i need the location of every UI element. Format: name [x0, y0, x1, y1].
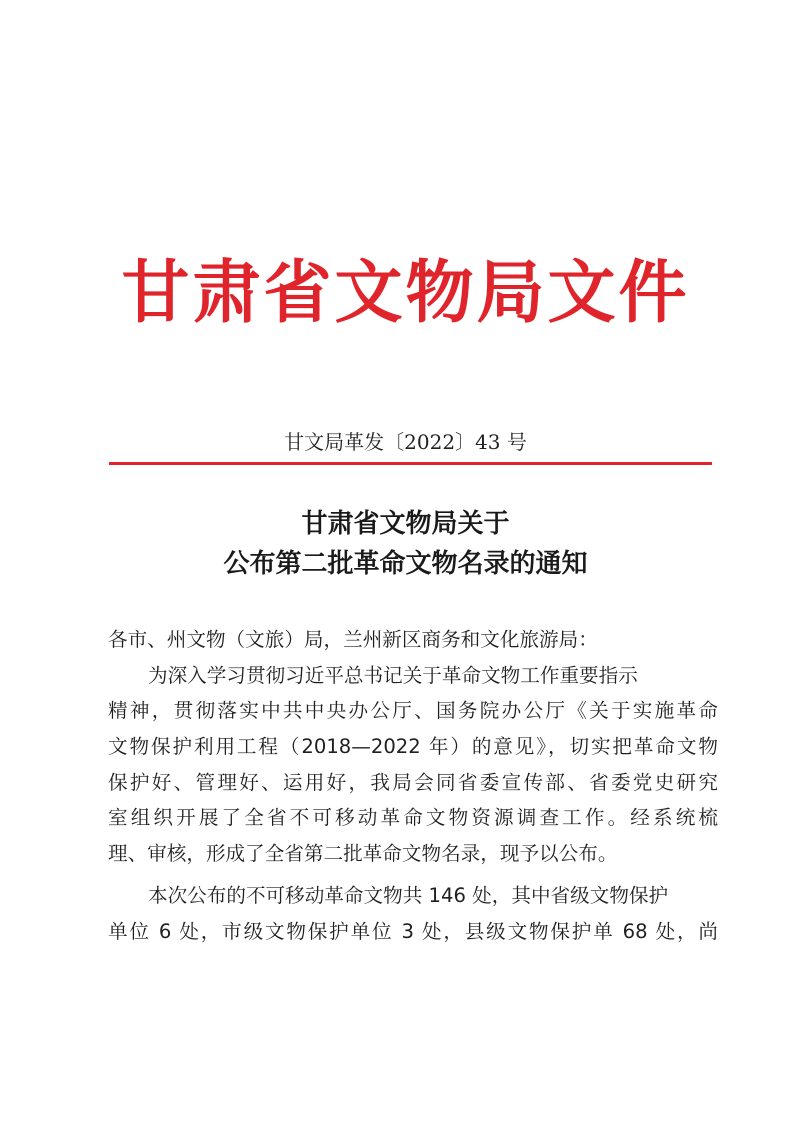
paragraph-2 [108, 878, 718, 949]
document-masthead: 甘肃省文物局文件 [121, 253, 690, 333]
paragraph-line: 文物保护利用工程（2018—2022 年）的意见》，切实把革命文物 [108, 735, 718, 759]
paragraph-line: 本次公布的不可移动革命文物共 146 处，其中省级文物保护 [148, 883, 669, 907]
paragraph-1 [108, 658, 718, 872]
paragraph-line: 单位 6 处，市级文物保护单位 3 处，县级文物保护单 68 处，尚 [108, 919, 718, 943]
title-line-2: 公布第二批革命文物名录的通知 [223, 549, 588, 579]
paragraph-line: 室组织开展了全省不可移动革命文物资源调查工作。经系统梳 [108, 806, 718, 830]
paragraph-line: 精神，贯彻落实中共中央办公厅、国务院办公厅《关于实施革命 [108, 699, 718, 723]
paragraph-line: 保护好、管理好、运用好，我局会同省委宣传部、省委党史研究 [108, 770, 718, 794]
paragraph-line: 为深入学习贯彻习近平总书记关于革命文物工作重要指示 [148, 663, 638, 687]
document-number: 甘文局革发〔2022〕43 号 [284, 430, 527, 454]
title-line-1: 甘肃省文物局关于 [301, 509, 510, 539]
document-body [108, 622, 718, 949]
salutation: 各市、州文物（文旅）局，兰州新区商务和文化旅游局： [108, 628, 598, 651]
paragraph-line: 理、审核，形成了全省第二批革命文物名录，现予以公布。 [108, 842, 618, 866]
red-divider-line [109, 462, 712, 465]
document-title [0, 504, 811, 584]
